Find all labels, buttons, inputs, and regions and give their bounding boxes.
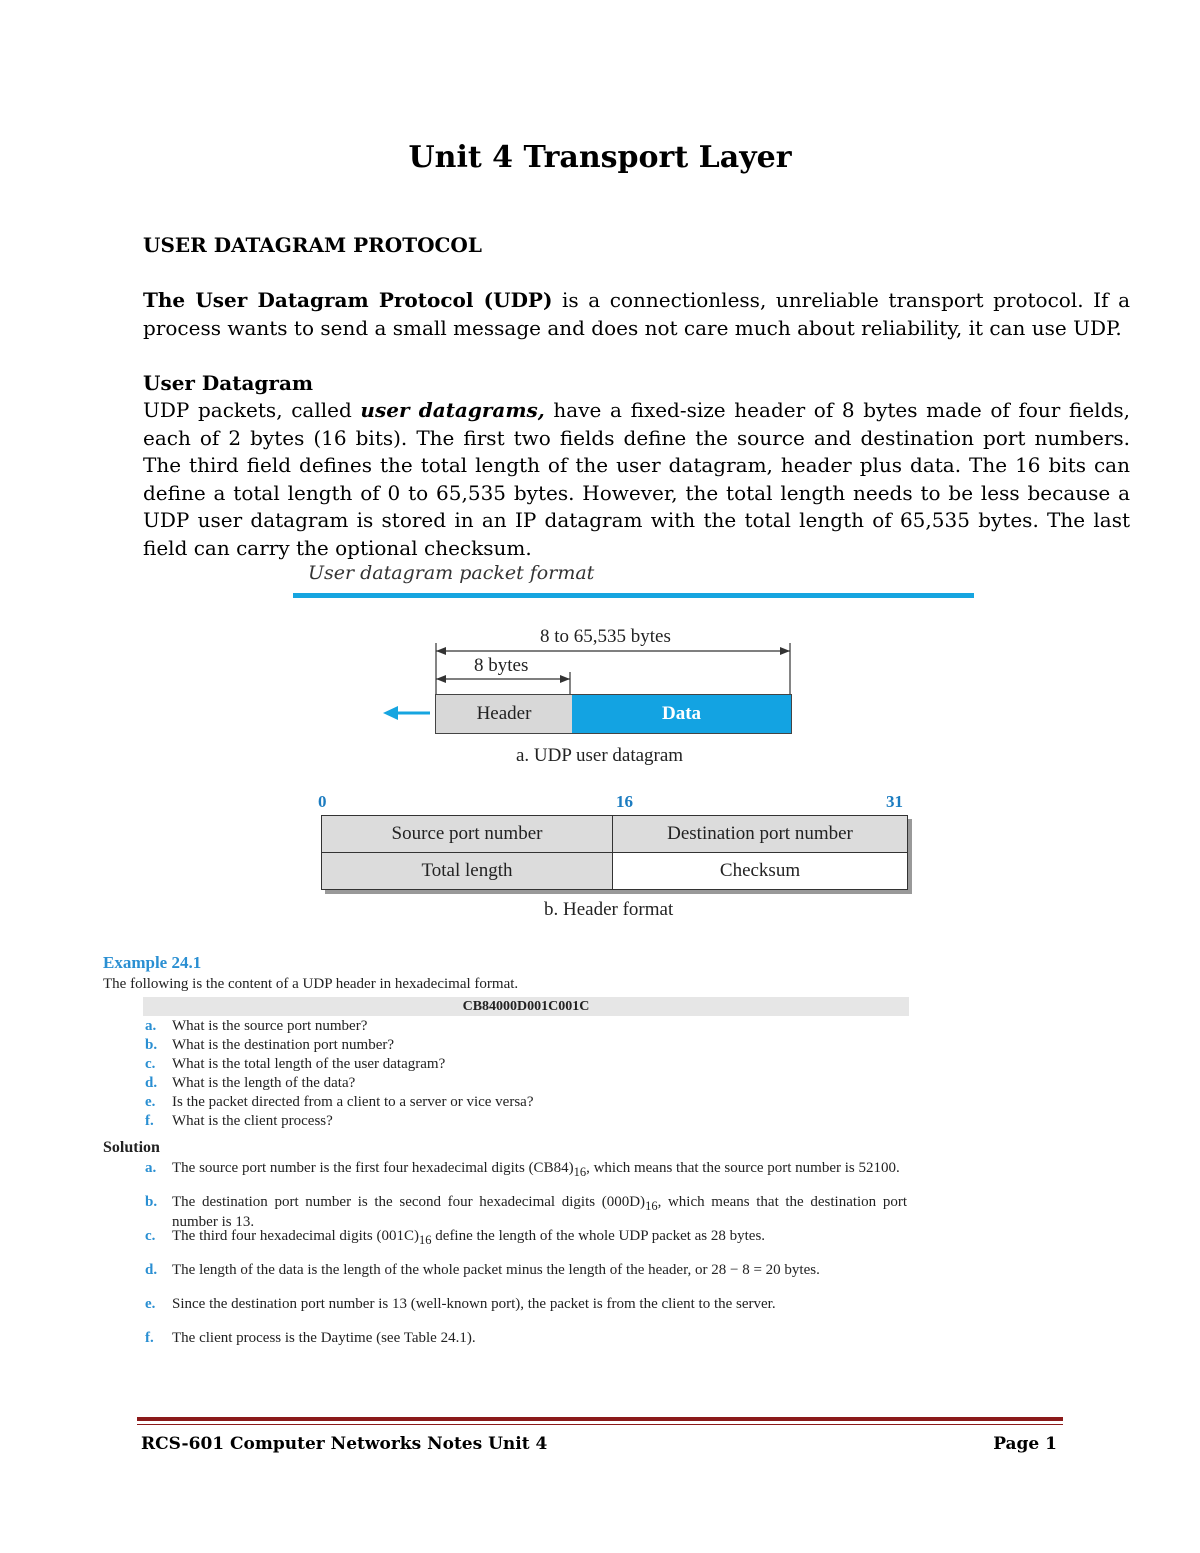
ud-term: user datagrams, <box>360 398 545 422</box>
solution-letter: d. <box>145 1262 158 1278</box>
solution-text-part: define the length of the whole UDP packet as 28 bytes. <box>431 1228 766 1244</box>
solution-d <box>145 1262 907 1278</box>
solution-a <box>145 1160 907 1180</box>
question-b <box>145 1037 394 1054</box>
page-number: Page 1 <box>993 1434 1057 1454</box>
field-checksum: Checksum <box>613 853 907 889</box>
solution-e <box>145 1296 907 1312</box>
example-title: Example 24.1 <box>103 953 202 972</box>
solution-text: The client process is the Daytime (see Table 24.1). <box>172 1330 476 1346</box>
total-size-label: 8 to 65,535 bytes <box>540 626 671 647</box>
question-letter: f. <box>145 1113 154 1129</box>
udp-term: The User Datagram Protocol (UDP) <box>143 288 553 312</box>
solution-text-part: The source port number is the first four hexadecimal digits (CB84) <box>172 1160 574 1176</box>
subcaption-b: b. Header format <box>544 899 674 920</box>
hex-content: CB84000D001C001C <box>143 997 909 1016</box>
bit-label-31: 31 <box>886 792 903 811</box>
page-title: Unit 4 Transport Layer <box>408 140 792 175</box>
example-intro: The following is the content of a UDP header in hexadecimal format. <box>103 976 519 992</box>
question-letter: b. <box>145 1037 158 1053</box>
solution-f <box>145 1330 907 1346</box>
bit-label-16: 16 <box>616 792 633 811</box>
solution-text <box>172 1228 907 1248</box>
subscript: 16 <box>419 1233 432 1247</box>
question-letter: c. <box>145 1056 156 1072</box>
solution-text: The length of the data is the length of the whole packet minus the length of the header, or 28 − 8 = 20 bytes. <box>172 1262 820 1278</box>
figure-caption: User datagram packet format <box>308 562 595 584</box>
user-datagram-heading: User Datagram <box>143 371 314 395</box>
question-text: What is the length of the data? <box>172 1075 356 1091</box>
question-text: What is the destination port number? <box>172 1037 395 1053</box>
header-block: Header <box>435 694 573 734</box>
solution-letter: a. <box>145 1160 157 1176</box>
subscript: 16 <box>573 1165 587 1179</box>
solution-b <box>145 1194 907 1230</box>
question-letter: e. <box>145 1094 156 1110</box>
solution-title: Solution <box>103 1139 160 1156</box>
question-c <box>145 1056 445 1073</box>
header-format-table <box>321 815 908 890</box>
intro-text: is a connectionless, unreliable transport protocol. If a process wants to send a small message and does not care much about reliability, it can use UDP. <box>143 288 1130 340</box>
question-f <box>145 1113 333 1130</box>
solution-text-part: The third four hexadecimal digits (001C) <box>172 1228 420 1244</box>
question-text: Is the packet directed from a client to a server or vice versa? <box>172 1094 534 1110</box>
section-heading: USER DATAGRAM PROTOCOL <box>143 233 482 257</box>
question-letter: d. <box>145 1075 158 1091</box>
question-text: What is the client process? <box>172 1113 333 1129</box>
field-source-port: Source port number <box>322 816 613 853</box>
footer-rule-thin <box>137 1424 1063 1425</box>
question-a <box>145 1018 367 1035</box>
solution-text-part: , which means that the destination port number is 13. <box>172 1194 907 1230</box>
solution-letter: f. <box>145 1330 154 1346</box>
solution-letter: b. <box>145 1194 158 1210</box>
question-text: What is the total length of the user datagram? <box>172 1056 446 1072</box>
solution-text: Since the destination port number is 13 (well-known port), the packet is from the client to the server. <box>172 1296 776 1312</box>
solution-text <box>172 1194 907 1230</box>
solution-c <box>145 1228 907 1248</box>
solution-letter: c. <box>145 1228 156 1244</box>
field-total-length: Total length <box>322 853 613 889</box>
question-letter: a. <box>145 1018 157 1034</box>
solution-text-part: , which means that the source port number is 52100. <box>586 1160 900 1176</box>
subscript: 16 <box>645 1199 658 1213</box>
data-block: Data <box>572 694 792 734</box>
header-size-label: 8 bytes <box>474 655 529 676</box>
field-destination-port: Destination port number <box>613 816 907 853</box>
bit-label-0: 0 <box>318 792 327 811</box>
solution-letter: e. <box>145 1296 156 1312</box>
solution-text <box>172 1160 907 1180</box>
question-e <box>145 1094 534 1111</box>
question-d <box>145 1075 355 1092</box>
ud-text-1: UDP packets, called <box>143 398 361 422</box>
question-text: What is the source port number? <box>172 1018 368 1034</box>
subcaption-a: a. UDP user datagram <box>516 745 684 766</box>
footer-rule <box>137 1417 1063 1421</box>
solution-text-part: The destination port number is the second four hexadecimal digits (000D) <box>172 1194 646 1210</box>
ud-text-2: have a fixed-size header of 8 bytes made of four fields, each of 2 bytes (16 bits). The first two fields define the source and destination port numbers. The third field defines the total length of the user datagram, header plus data. The 16 bits can define a total length of 0 to 65,535 bytes. However, the total length needs to be less because a UDP user datagram is stored in an IP datagram with the total length of 65,535 bytes. The last field can carry the optional checksum. <box>143 398 1130 560</box>
footer-course: RCS-601 Computer Networks Notes Unit 4 <box>141 1434 548 1454</box>
